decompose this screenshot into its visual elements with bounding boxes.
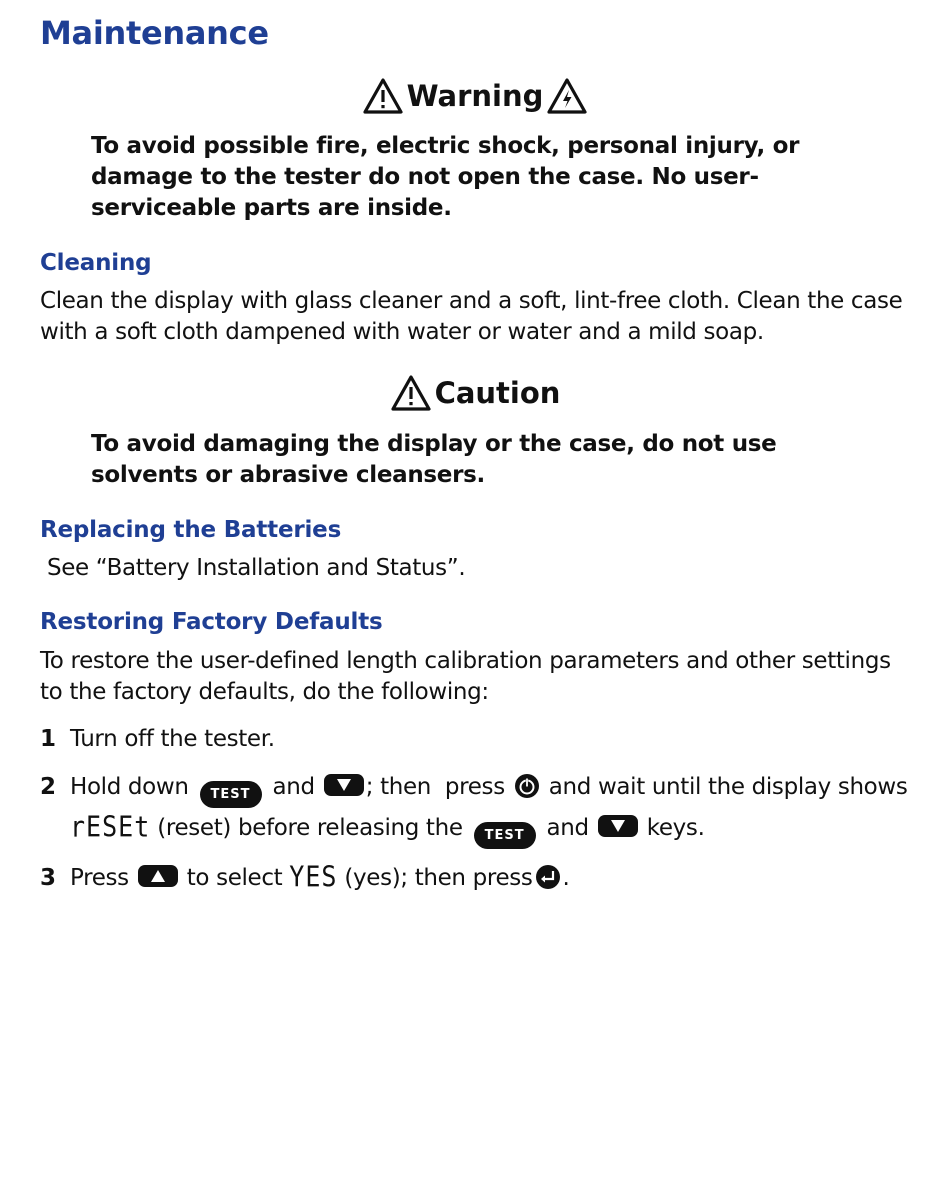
caution-triangle-icon — [390, 374, 432, 412]
warning-banner — [0, 77, 950, 122]
step-3 — [40, 858, 910, 897]
step-text: . — [562, 865, 570, 891]
step-text: to select — [186, 865, 283, 891]
up-arrow-key-icon — [138, 865, 178, 887]
step-text: and — [546, 815, 589, 841]
page-title: Maintenance — [40, 14, 269, 52]
step-number: 2 — [40, 774, 56, 800]
warning-triangle-icon — [362, 77, 404, 115]
step-text: Press — [70, 865, 129, 891]
reset-display: rESEt — [70, 809, 151, 844]
enter-key-icon — [535, 864, 561, 890]
caution-title: Caution — [434, 376, 561, 410]
batteries-heading: Replacing the Batteries — [40, 517, 342, 543]
warning-title: Warning — [406, 79, 544, 113]
defaults-intro: To restore the user-defined length calibration parameters and other settings to the factory defaults, do the following: — [40, 648, 891, 705]
step-text: (reset) before releasing the — [157, 815, 463, 841]
defaults-heading: Restoring Factory Defaults — [40, 609, 383, 635]
test-key: TEST — [200, 781, 262, 808]
step-text: and — [272, 774, 315, 800]
step-1 — [40, 721, 910, 758]
caution-text: To avoid damaging the display or the case, do not use solvents or abrasive cleansers. — [91, 431, 777, 488]
step-text: and wait until the display shows — [548, 774, 908, 800]
cleaning-heading: Cleaning — [40, 250, 152, 276]
caution-banner — [0, 374, 950, 419]
batteries-text: See “Battery Installation and Status”. — [40, 555, 466, 581]
step-number: 1 — [40, 726, 56, 752]
down-arrow-key-icon — [598, 815, 638, 837]
step-text: Turn off the tester. — [70, 726, 275, 752]
step-text: (yes); then press — [344, 865, 533, 891]
test-key: TEST — [474, 822, 536, 849]
step-2 — [40, 769, 910, 849]
step-text: ; then press — [365, 774, 505, 800]
step-text: keys. — [646, 815, 705, 841]
yes-display: YES — [289, 859, 338, 894]
warning-text: To avoid possible fire, electric shock, personal injury, or damage to the tester do not open the case. No user-serviceable parts are inside. — [91, 133, 800, 221]
cleaning-text: Clean the display with glass cleaner and a soft, lint-free cloth. Clean the case with a soft cloth dampened with water or water and a mild soap. — [40, 288, 903, 345]
step-text: Hold down — [70, 774, 189, 800]
power-button-icon — [514, 773, 540, 799]
electric-hazard-icon — [546, 77, 588, 115]
down-arrow-key-icon — [324, 774, 364, 796]
step-number: 3 — [40, 865, 56, 891]
